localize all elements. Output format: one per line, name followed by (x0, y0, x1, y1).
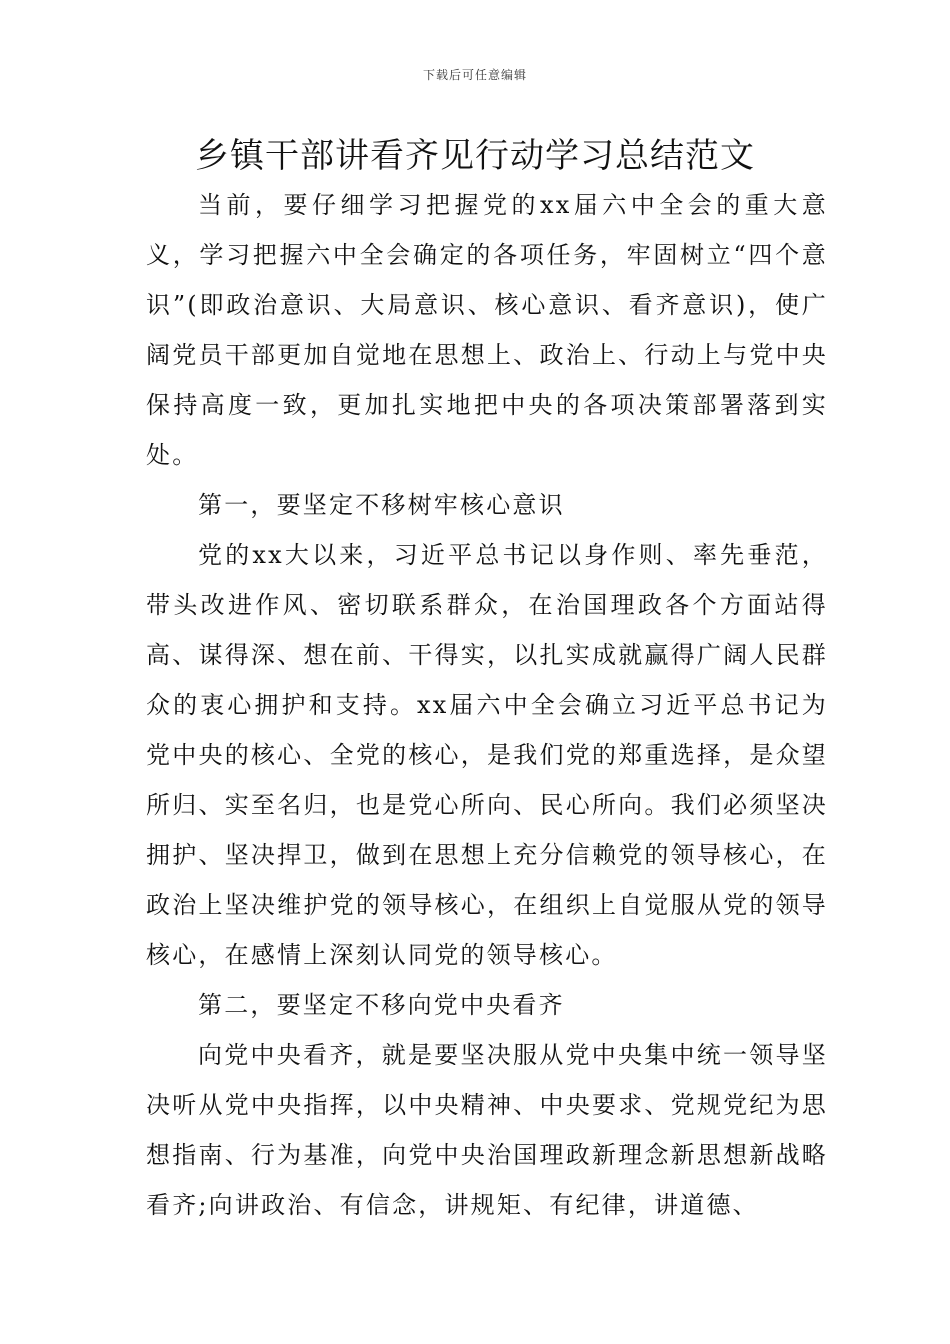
paragraph-section-1: 党的xx大以来，习近平总书记以身作则、率先垂范，带头改进作风、密切联系群众，在治国理政各个方面站得高、谋得深、想在前、干得实，以扎实成就赢得广阔人民群众的衷心拥护和支持。xx届六中全会确立习近平总书记为党中央的核心、全党的核心，是我们党的郑重选择，是众望所归、实至名归，也是党心所向、民心所向。我们必须坚决拥护、坚决捍卫，做到在思想上充分信赖党的领导核心，在政治上坚决维护党的领导核心，在组织上自觉服从党的领导核心，在感情上深刻认同党的领导核心。 (146, 541, 828, 969)
document-title: 乡镇干部讲看齐见行动学习总结范文 (195, 136, 755, 176)
header-note: 下载后可任意编辑 (422, 68, 527, 82)
section-heading-2: 第二，要坚定不移向党中央看齐 (198, 991, 565, 1019)
paragraph-intro: 当前，要仔细学习把握党的xx届六中全会的重大意义，学习把握六中全会确定的各项任务，牢固树立“四个意识”(即政治意识、大局意识、核心意识、看齐意识)，使广阔党员干部更加自觉地在思想上、政治上、行动上与党中央保持高度一致，更加扎实地把中央的各项决策部署落到实处。 (146, 191, 828, 469)
document-body (146, 180, 828, 1230)
section-heading-1: 第一，要坚定不移树牢核心意识 (198, 491, 565, 519)
paragraph-section-2: 向党中央看齐，就是要坚决服从党中央集中统一领导坚决听从党中央指挥，以中央精神、中央要求、党规党纪为思想指南、行为基准，向党中央治国理政新理念新思想新战略看齐;向讲政治、有信念，讲规矩、有纪律，讲道德、 (146, 1041, 828, 1219)
